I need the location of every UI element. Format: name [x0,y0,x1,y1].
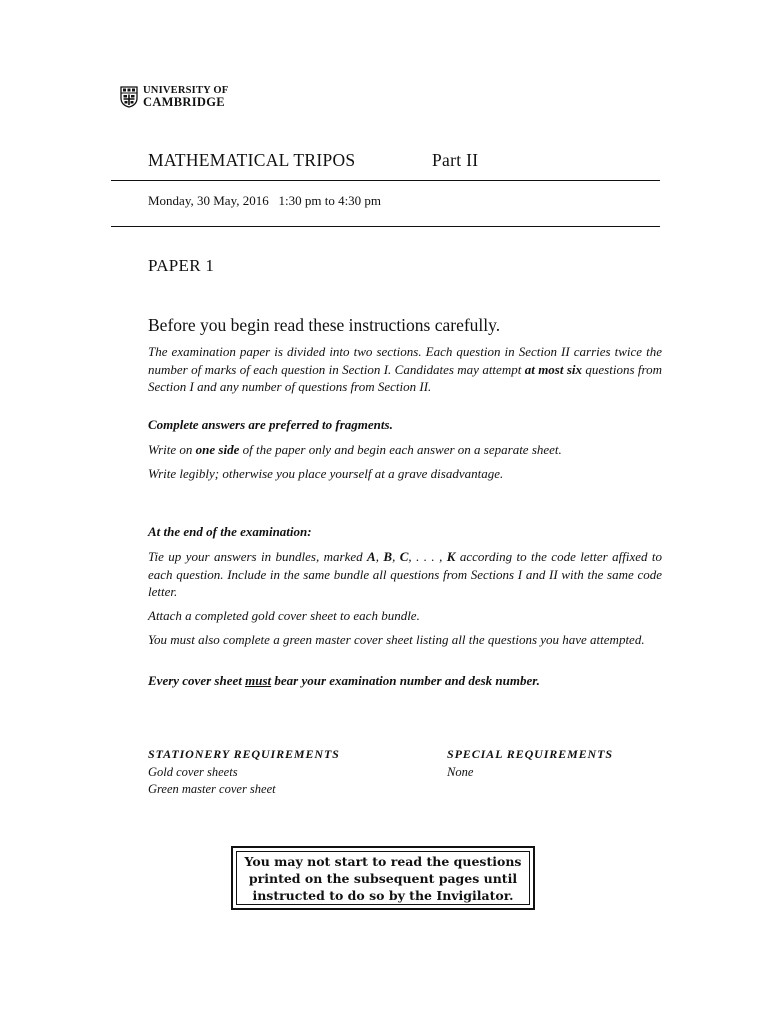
logo-line-2: CAMBRIDGE [143,95,225,109]
logo-line-1: UNIVERSITY OF [143,85,229,96]
stationery-heading: STATIONERY REQUIREMENTS [148,747,340,761]
end-of-exam-heading: At the end of the examination: [148,524,312,539]
notice-text: You may not start to read the questions printed on the subsequent pages until instructed to do so by the Invigilator. [236,851,530,905]
instruction-one-side: Write on one side of the paper only and begin each answer on a separate sheet. [148,442,562,457]
instruction-gold-cover: Attach a completed gold cover sheet to each bundle. [148,608,420,623]
special-list [447,764,473,781]
university-name [143,85,228,109]
instruction-legibility: Write legibly; otherwise you place yourself at a grave disadvantage. [148,466,504,481]
exam-date-line [148,193,381,209]
invigilator-notice [231,846,535,910]
list-item: None [447,765,474,779]
instruction-sections: The examination paper is divided into two sections. Each question in Section II carries twice the number of marks of each question in Section I. Candidates may attempt at most six questions from Section I and any number of questions from Section II. [148,344,662,394]
list-item: Gold cover sheets [148,765,238,779]
divider-bottom [111,226,660,227]
cambridge-crest-icon [120,86,138,108]
exam-time: 1:30 pm to 4:30 pm [278,193,382,208]
university-logo [120,84,228,110]
exam-date: Monday, 30 May, 2016 [148,193,269,208]
instruction-complete-answers: Complete answers are preferred to fragments. [148,417,393,432]
emphasis-must: must [245,673,272,688]
instructions-heading: Before you begin read these instructions carefully. [148,315,501,335]
stationery-list [148,764,276,798]
emphasis-one-side: one side [195,442,240,457]
list-item: Green master cover sheet [148,782,276,796]
instruction-cover-sheet: Every cover sheet must bear your examination number and desk number. [148,673,540,688]
emphasis-at-most-six: at most six [524,361,583,377]
instruction-green-cover: You must also complete a green master cover sheet listing all the questions you have attempted. [148,632,645,647]
exam-part: Part II [432,150,479,170]
special-heading: SPECIAL REQUIREMENTS [447,747,613,761]
paper-number: PAPER 1 [148,256,215,275]
divider-top [111,180,660,181]
instruction-bundles: Tie up your answers in bundles, marked A, B, C, . . . , K according to the code letter affixed to each question. Include in the same bundle all questions from Sections I and II with the same code letter. [148,549,663,599]
exam-title: MATHEMATICAL TRIPOS [148,150,356,170]
